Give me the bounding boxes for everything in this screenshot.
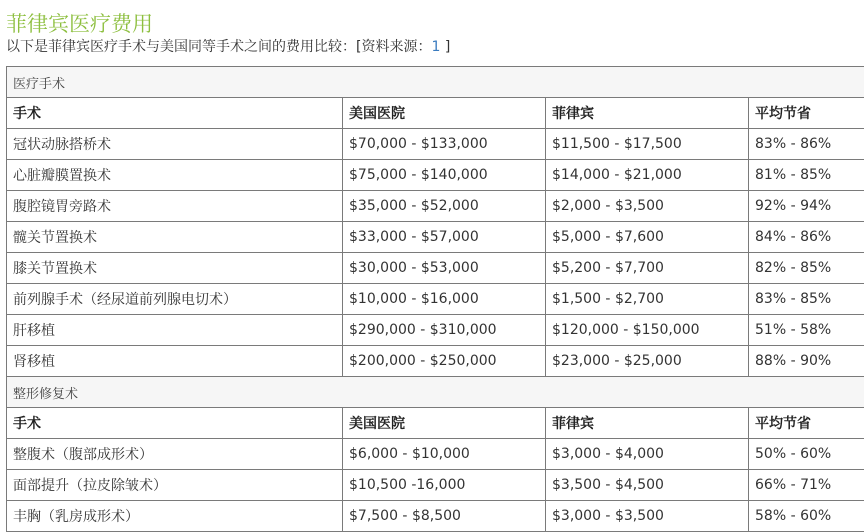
philippines-price-cell: $11,500 - $17,500: [546, 129, 749, 160]
column-header-row: [7, 408, 864, 439]
header-average-savings: 平均节省: [749, 408, 864, 439]
procedure-cell: 前列腺手术（经尿道前列腺电切术）: [7, 284, 343, 315]
savings-cell: 58% - 60%: [749, 501, 864, 532]
procedure-cell: 心脏瓣膜置换术: [7, 160, 343, 191]
table-row: [7, 439, 864, 470]
header-philippines: 菲律宾: [546, 98, 749, 129]
header-procedure: 手术: [7, 98, 343, 129]
philippines-price-cell: $23,000 - $25,000: [546, 346, 749, 377]
intro-text: [6, 36, 450, 56]
us-price-cell: $35,000 - $52,000: [343, 191, 546, 222]
us-price-cell: $10,500 -16,000: [343, 470, 546, 501]
header-us-hospital: 美国医院: [343, 408, 546, 439]
column-header-row: [7, 98, 864, 129]
philippines-price-cell: $3,500 - $4,500: [546, 470, 749, 501]
table-row: [7, 470, 864, 501]
philippines-price-cell: $5,000 - $7,600: [546, 222, 749, 253]
us-price-cell: $70,000 - $133,000: [343, 129, 546, 160]
section-title: 整形修复术: [7, 377, 864, 408]
procedure-cell: 膝关节置换术: [7, 253, 343, 284]
table-row: [7, 253, 864, 284]
philippines-price-cell: $2,000 - $3,500: [546, 191, 749, 222]
us-price-cell: $290,000 - $310,000: [343, 315, 546, 346]
savings-cell: 50% - 60%: [749, 439, 864, 470]
us-price-cell: $200,000 - $250,000: [343, 346, 546, 377]
table-row: [7, 222, 864, 253]
us-price-cell: $33,000 - $57,000: [343, 222, 546, 253]
table-row: [7, 315, 864, 346]
us-price-cell: $30,000 - $53,000: [343, 253, 546, 284]
savings-cell: 82% - 85%: [749, 253, 864, 284]
philippines-price-cell: $14,000 - $21,000: [546, 160, 749, 191]
savings-cell: 84% - 86%: [749, 222, 864, 253]
cost-comparison-table: [6, 66, 864, 532]
savings-cell: 51% - 58%: [749, 315, 864, 346]
table-row: [7, 284, 864, 315]
table-row: [7, 129, 864, 160]
procedure-cell: 髋关节置换术: [7, 222, 343, 253]
page-title: 菲律宾医疗费用: [6, 8, 153, 38]
philippines-price-cell: $3,000 - $3,500: [546, 501, 749, 532]
savings-cell: 81% - 85%: [749, 160, 864, 191]
us-price-cell: $75,000 - $140,000: [343, 160, 546, 191]
section-title: 医疗手术: [7, 67, 864, 98]
header-philippines: 菲律宾: [546, 408, 749, 439]
us-price-cell: $10,000 - $16,000: [343, 284, 546, 315]
philippines-price-cell: $3,000 - $4,000: [546, 439, 749, 470]
header-average-savings: 平均节省: [749, 98, 864, 129]
table-row: [7, 501, 864, 532]
savings-cell: 83% - 85%: [749, 284, 864, 315]
us-price-cell: $7,500 - $8,500: [343, 501, 546, 532]
table-row: [7, 160, 864, 191]
philippines-price-cell: $5,200 - $7,700: [546, 253, 749, 284]
table-row: [7, 191, 864, 222]
philippines-price-cell: $1,500 - $2,700: [546, 284, 749, 315]
procedure-cell: 肝移植: [7, 315, 343, 346]
savings-cell: 88% - 90%: [749, 346, 864, 377]
us-price-cell: $6,000 - $10,000: [343, 439, 546, 470]
section-header-row: [7, 377, 864, 408]
source-reference-link[interactable]: 1: [431, 39, 440, 55]
table-row: [7, 346, 864, 377]
procedure-cell: 整腹术（腹部成形术）: [7, 439, 343, 470]
procedure-cell: 面部提升（拉皮除皱术）: [7, 470, 343, 501]
intro-close: ]: [440, 39, 450, 55]
procedure-cell: 丰胸（乳房成形术）: [7, 501, 343, 532]
header-us-hospital: 美国医院: [343, 98, 546, 129]
procedure-cell: 冠状动脉搭桥术: [7, 129, 343, 160]
savings-cell: 83% - 86%: [749, 129, 864, 160]
procedure-cell: 肾移植: [7, 346, 343, 377]
savings-cell: 92% - 94%: [749, 191, 864, 222]
header-procedure: 手术: [7, 408, 343, 439]
savings-cell: 66% - 71%: [749, 470, 864, 501]
intro-label: 以下是菲律宾医疗手术与美国同等手术之间的费用比较：[资料来源：: [6, 39, 431, 55]
philippines-price-cell: $120,000 - $150,000: [546, 315, 749, 346]
section-header-row: [7, 67, 864, 98]
procedure-cell: 腹腔镜胃旁路术: [7, 191, 343, 222]
